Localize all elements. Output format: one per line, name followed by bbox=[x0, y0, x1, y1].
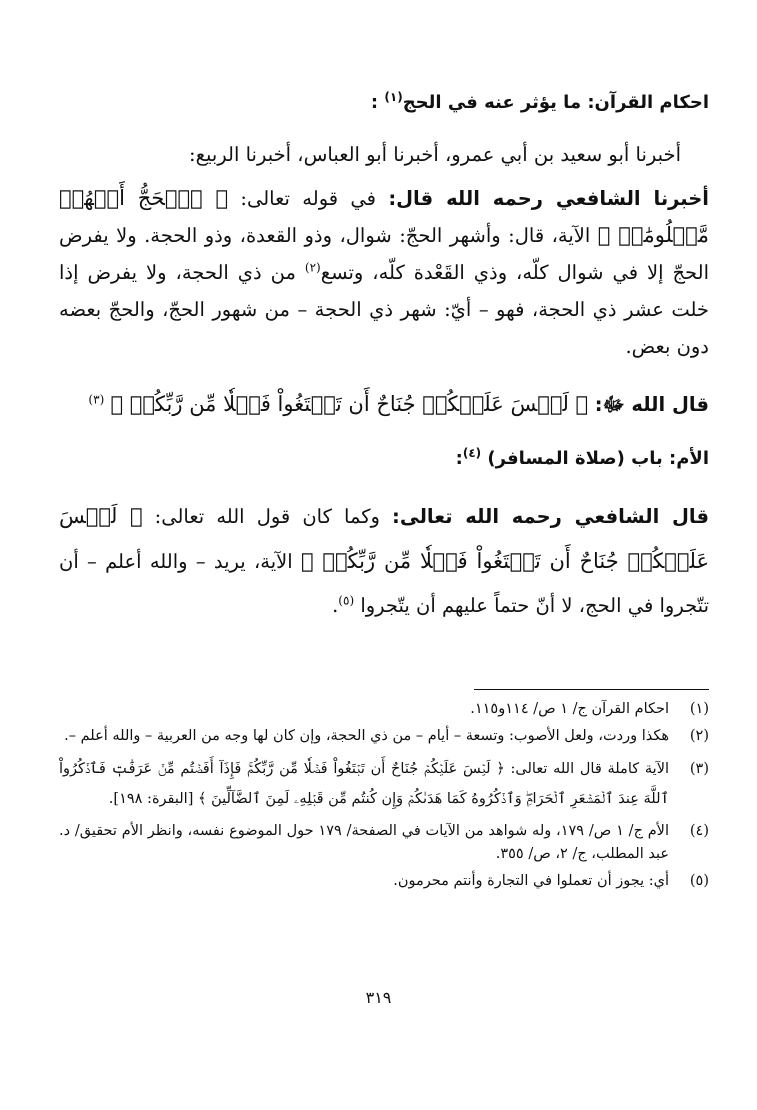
footnote-text: الآية كاملة قال الله تعالى: ﴿ لَيۡسَ عَلَيۡكُمۡ جُنَاحٌ أَن تَبۡتَغُواْ فَضۡلٗا مِّن رَّبِّكُمۡۚ فَإِذَآ أَفَضۡتُم مِّنۡ عَرَفَٰتٖ فَٱذۡكُرُواْ ٱللَّهَ عِندَ ٱلۡمَشۡعَرِ ٱلۡحَرَامِۖ وَٱذۡكُرُوهُ كَمَا هَدَىٰكُمۡ وَإِن كُنتُم مِّن قَبۡلِهِۦ لَمِنَ ٱلضَّآلِّينَ ﴾ [البقرة: ١٩٨]. bbox=[59, 761, 669, 807]
footnote-item bbox=[59, 820, 709, 866]
paragraph-text: . bbox=[332, 594, 339, 617]
heading-text: احكام القرآن: ما يؤثر عنه في الحج bbox=[402, 92, 709, 113]
footnote-number: (٤) bbox=[689, 823, 709, 839]
footnote-separator bbox=[474, 689, 709, 690]
paragraph-lead: قال الشافعي رحمه الله تعالى: bbox=[392, 505, 709, 528]
paragraph-text: من ذي الحجة، ولا يفرض إذا خلت عشر ذي الحجة، فهو – أيّ: شهر ذي الحجة – من شهور الحجّ، والحجّ بعضه دون بعض. bbox=[59, 261, 709, 358]
footnotes bbox=[59, 698, 709, 893]
footnote-ref: (٥) bbox=[338, 593, 355, 608]
paragraph-text: الآية، يريد – والله أعلم – أن تتّجروا في الحج، لا أنّ حتماً عليهم أن يتّجروا bbox=[59, 550, 709, 617]
shafii-paragraph-2 bbox=[59, 494, 709, 628]
paragraph-text: وكما كان قول الله تعالى: bbox=[142, 505, 393, 528]
footnote-item bbox=[59, 725, 709, 748]
footnote-ref: (٢) bbox=[304, 260, 321, 275]
footnote-text: الأم ج/ ١ ص/ ١٧٩، وله شواهد من الآيات في الصفحة/ ١٧٩ حول الموضوع نفسه، وانظر الأم تحقيق/ د. عبد المطلب، ج/ ٢، ص/ ٣٥٥. bbox=[59, 823, 669, 862]
section-heading-umm: الأم: باب (صلاة المسافر) $^{(٤)}$: bbox=[455, 446, 709, 469]
footnote-text: أي: يجوز أن تعملوا في التجارة وأنتم محرمون. bbox=[393, 873, 669, 889]
footnote-ref: (٤) bbox=[462, 446, 482, 460]
footnote-ref: (١) bbox=[384, 90, 403, 104]
footnote-number: (٥) bbox=[689, 873, 709, 889]
section-heading-ahkam: احكام القرآن: ما يؤثر عنه في الحج$^{(١)}$ : bbox=[370, 90, 709, 113]
footnote-ref: (٣) bbox=[88, 392, 105, 407]
isnad-text: أخبرنا أبو سعيد بن أبي عمرو، أخبرنا أبو العباس، أخبرنا الربيع: bbox=[189, 143, 681, 166]
footnote-text: هكذا وردت، ولعل الأصوب: وتسعة – أيام – من ذي الحجة، وإن كان لها وجه من العربية – والله أعلم –. bbox=[64, 728, 669, 744]
footnote-number: (٢) bbox=[689, 728, 709, 744]
footnote-text: احكام القرآن ج/ ١ ص/ ١١٤و١١٥. bbox=[470, 701, 669, 717]
isnad-paragraph bbox=[59, 136, 709, 173]
footnote-number: (٣) bbox=[689, 761, 709, 777]
quran-verse: ﴿ لَيۡسَ عَلَيۡكُمۡ جُنَاحٌ أَن تَبۡتَغُواْ فَضۡلٗا مِّن رَّبِّكُمۡ ﴾ bbox=[110, 392, 595, 416]
footnote-item bbox=[59, 870, 709, 893]
heading-text: الأم: باب (صلاة المسافر) bbox=[487, 448, 709, 469]
paragraph-lead: أخبرنا الشافعي رحمه الله قال: bbox=[388, 187, 709, 210]
footnote-item bbox=[59, 698, 709, 721]
quran-quote-line bbox=[59, 386, 709, 423]
footnote-number: (١) bbox=[689, 701, 709, 717]
paragraph-text: الآية، قال: وأشهر الحجّ: شوال، وذو القعدة، وذو الحجة. ولا يفرض الحجّ إلا في شوال كلّه، وذي القَعْدة كلّه، وتسع bbox=[59, 224, 709, 284]
footnote-item bbox=[59, 754, 709, 814]
quran-verse: ﴿ ٱلۡحَجُّ أَشۡهُرٞ مَّعۡلُومَٰتٞ ﴾ bbox=[59, 186, 710, 247]
paragraph-text: في قوله تعالى: bbox=[228, 187, 389, 210]
shafii-paragraph-1 bbox=[59, 180, 709, 365]
quran-verse: ﴿ لَيۡسَ عَلَيۡكُمۡ جُنَاحٌ أَن تَبۡتَغُواْ فَضۡلٗا مِّن رَّبِّكُمۡ ﴾ bbox=[59, 504, 709, 573]
paragraph-lead: قال الله ﷻ: bbox=[594, 393, 709, 416]
page-number: ٣١٩ bbox=[365, 988, 392, 1007]
